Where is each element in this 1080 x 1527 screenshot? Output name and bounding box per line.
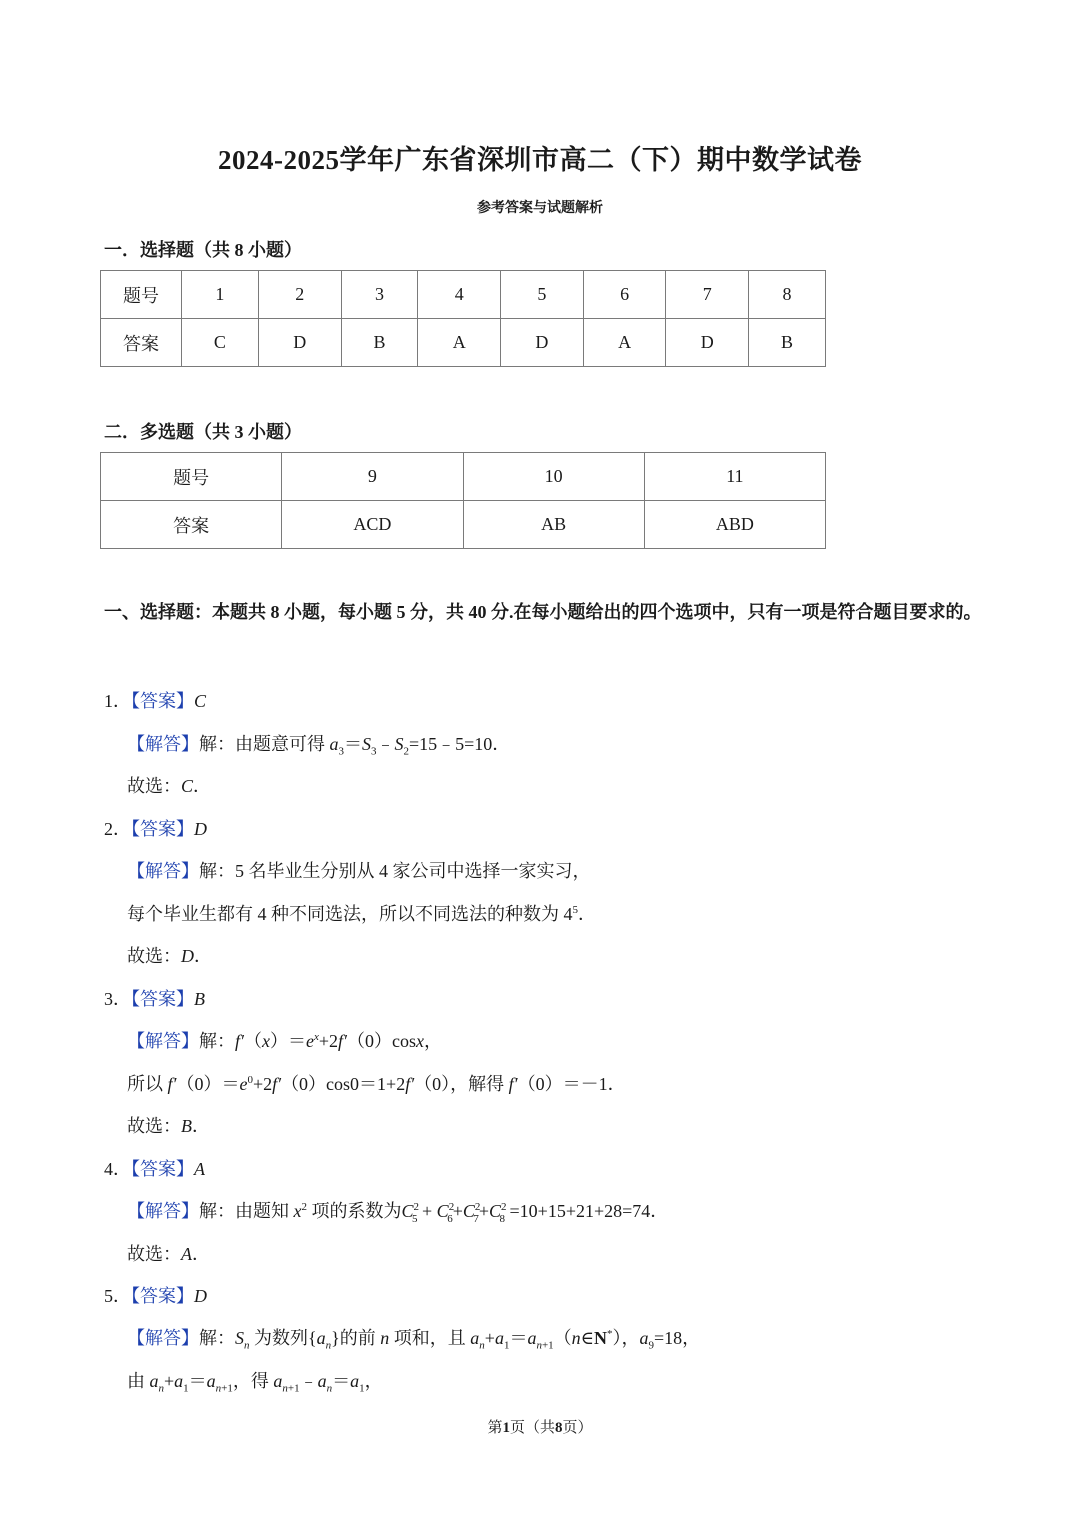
q3-answer-line — [104, 985, 205, 1011]
exponent: 5 — [572, 904, 578, 916]
answer-value: D — [194, 1286, 207, 1306]
table-cell: 5 — [501, 271, 584, 319]
section1-answer-table — [100, 270, 826, 367]
table-cell: 1 — [182, 271, 259, 319]
solution-text: 项和，且 — [389, 1328, 471, 1348]
solution-prefix: 解： — [199, 734, 235, 754]
table-cell: 9 — [282, 453, 463, 501]
answer-tag: 【答案】 — [131, 691, 194, 711]
solution-text: 由 — [127, 1371, 150, 1391]
table-row — [101, 453, 826, 501]
solution-text: ，得 — [232, 1371, 274, 1391]
page-total: 8 — [555, 1420, 563, 1436]
solution-text: 项的系数为 — [307, 1201, 402, 1221]
pick-prefix: 故选： — [127, 1244, 181, 1264]
table-cell: B — [341, 319, 418, 367]
solution-text: 由题意可得 — [235, 734, 330, 754]
math-var: S — [394, 734, 404, 754]
pick-prefix: 故选： — [127, 946, 181, 966]
table-cell: D — [666, 319, 749, 367]
q4-answer-line — [104, 1155, 205, 1181]
table-cell: 4 — [418, 271, 501, 319]
row-label: 题号 — [101, 453, 282, 501]
page-title: 2024-2025学年广东省深圳市高二（下）期中数学试卷 — [218, 145, 862, 175]
section1-heading: 一．选择题（共 8 小题） — [104, 240, 302, 260]
table-row — [101, 501, 826, 549]
answer-tag: 【答案】 — [131, 989, 194, 1009]
table-cell: AB — [463, 501, 644, 549]
answer-tag: 【答案】 — [131, 1286, 194, 1306]
question-number: 4． — [104, 1159, 131, 1179]
q1-solution-line: 【解答】解：由题意可得 $a_3=S_3﹣S_2=15﹣5=10$． — [127, 734, 511, 758]
answer-value: B — [194, 989, 205, 1009]
solution-tag: 【解答】 — [127, 1031, 199, 1051]
row-label: 题号 — [101, 271, 182, 319]
intro-paragraph: 一、选择题：本题共 8 小题，每小题 5 分，共 40 分.在每小题给出的四个选项中，只有一项是符合题目要求的。 — [104, 602, 982, 622]
question-number: 5． — [104, 1286, 131, 1306]
q5-answer-line — [104, 1282, 207, 1308]
answer-value: A — [194, 1159, 205, 1179]
row-label: 答案 — [101, 319, 182, 367]
answer-value: D — [194, 819, 207, 839]
result: －1． — [580, 1074, 626, 1094]
solution-text: 每个毕业生都有 4 种不同选法，所以不同选法的种数为 4 — [127, 904, 573, 924]
section2-heading: 二．多选题（共 3 小题） — [104, 422, 302, 442]
table-cell: 11 — [644, 453, 825, 501]
solution-text: =18， — [653, 1328, 701, 1348]
solution-prefix: 解： — [199, 1328, 235, 1348]
pick-value: B — [181, 1116, 192, 1136]
solution-tag: 【解答】 — [127, 1328, 199, 1348]
table-cell: 8 — [749, 271, 826, 319]
answer-tag: 【答案】 — [131, 819, 194, 839]
solution-tag: 【解答】 — [127, 1201, 199, 1221]
pick-value: C — [181, 776, 194, 796]
q4-solution-line: 【解答】解：由题知 $x^2$ 项的系数为$C^2_5 + C^2_6+C^2_7+C^2_8 =10+15+21+28=74$． — [127, 1201, 669, 1225]
table-cell: D — [258, 319, 341, 367]
table-cell: A — [418, 319, 501, 367]
answer-value: C — [194, 691, 207, 711]
q2-answer-line — [104, 815, 207, 841]
footer-text: 页） — [562, 1420, 593, 1436]
q3-solution-line: 【解答】解：$f'(x)=e^x+2f'(0)\cos x$， — [127, 1031, 442, 1051]
math-var: S — [362, 734, 371, 754]
q5-solution-line: 【解答】解：$S_n$ 为数列$\{a_n\}$的前 n 项和，且 $a_n+a_1=a_{n+1}(n\in N^*)$，$a_9=18$， — [127, 1328, 701, 1352]
table-cell: 3 — [341, 271, 418, 319]
page-footer — [0, 1416, 1080, 1437]
pick-value: A — [181, 1244, 192, 1264]
solution-tag: 【解答】 — [127, 861, 199, 881]
row-label: 答案 — [101, 501, 282, 549]
punct: ． — [578, 904, 596, 924]
table-cell: 7 — [666, 271, 749, 319]
footer-text: 页（共 — [509, 1420, 555, 1436]
math-var: a — [329, 734, 339, 754]
pick-prefix: 故选： — [127, 1116, 181, 1136]
table-row — [101, 271, 826, 319]
question-number: 2． — [104, 819, 131, 839]
question-number: 3． — [104, 989, 131, 1009]
q4-pick-line: 故选：A． — [127, 1244, 210, 1264]
page-subtitle: 参考答案与试题解析 — [477, 201, 603, 216]
table-cell: ABD — [644, 501, 825, 549]
table-cell: 2 — [258, 271, 341, 319]
table-cell: ACD — [282, 501, 463, 549]
solution-equation: =10+15+21+28=74． — [509, 1201, 669, 1221]
q2-solution-line — [127, 857, 591, 883]
solution-tag: 【解答】 — [127, 734, 199, 754]
solution-text: 为数列 — [254, 1328, 308, 1348]
section2-answer-table — [100, 452, 826, 549]
table-cell: A — [583, 319, 666, 367]
footer-text: 第 — [487, 1420, 503, 1436]
table-cell: 10 — [463, 453, 644, 501]
q3-pick-line: 故选：B． — [127, 1116, 210, 1136]
table-cell: D — [501, 319, 584, 367]
table-cell: 6 — [583, 271, 666, 319]
table-cell: B — [749, 319, 826, 367]
q5-solution-line-2: 由 $a_n+a_1=a_{n+1}$，得 $a_{n+1}﹣a_n=a_1$， — [127, 1371, 383, 1395]
page-number: 1 — [502, 1420, 510, 1436]
question-number: 1． — [104, 691, 131, 711]
solution-text: 由题知 — [235, 1201, 294, 1221]
solution-prefix: 解： — [199, 861, 235, 881]
solution-prefix: 解： — [199, 1201, 235, 1221]
table-row — [101, 319, 826, 367]
pick-value: D — [181, 946, 194, 966]
solution-text: 的前 — [339, 1328, 381, 1348]
solution-text: 5 名毕业生分别从 4 家公司中选择一家实习， — [235, 861, 591, 881]
answer-tag: 【答案】 — [131, 1159, 194, 1179]
q3-solution-line-2: 所以 $f'(0)=e^0+2f'(0)\cos 0=1+2f'(0)$，解得 f′（0）＝－1． — [127, 1074, 626, 1094]
pick-prefix: 故选： — [127, 776, 181, 796]
q1-answer-line — [104, 687, 206, 713]
table-cell: C — [182, 319, 259, 367]
q2-pick-line: 故选：D． — [127, 946, 212, 966]
solution-prefix: 解： — [199, 1031, 235, 1051]
q2-solution-line-2 — [127, 900, 596, 926]
q1-pick-line: 故选：C． — [127, 776, 212, 796]
solution-equation: =15﹣5=10． — [409, 734, 511, 754]
